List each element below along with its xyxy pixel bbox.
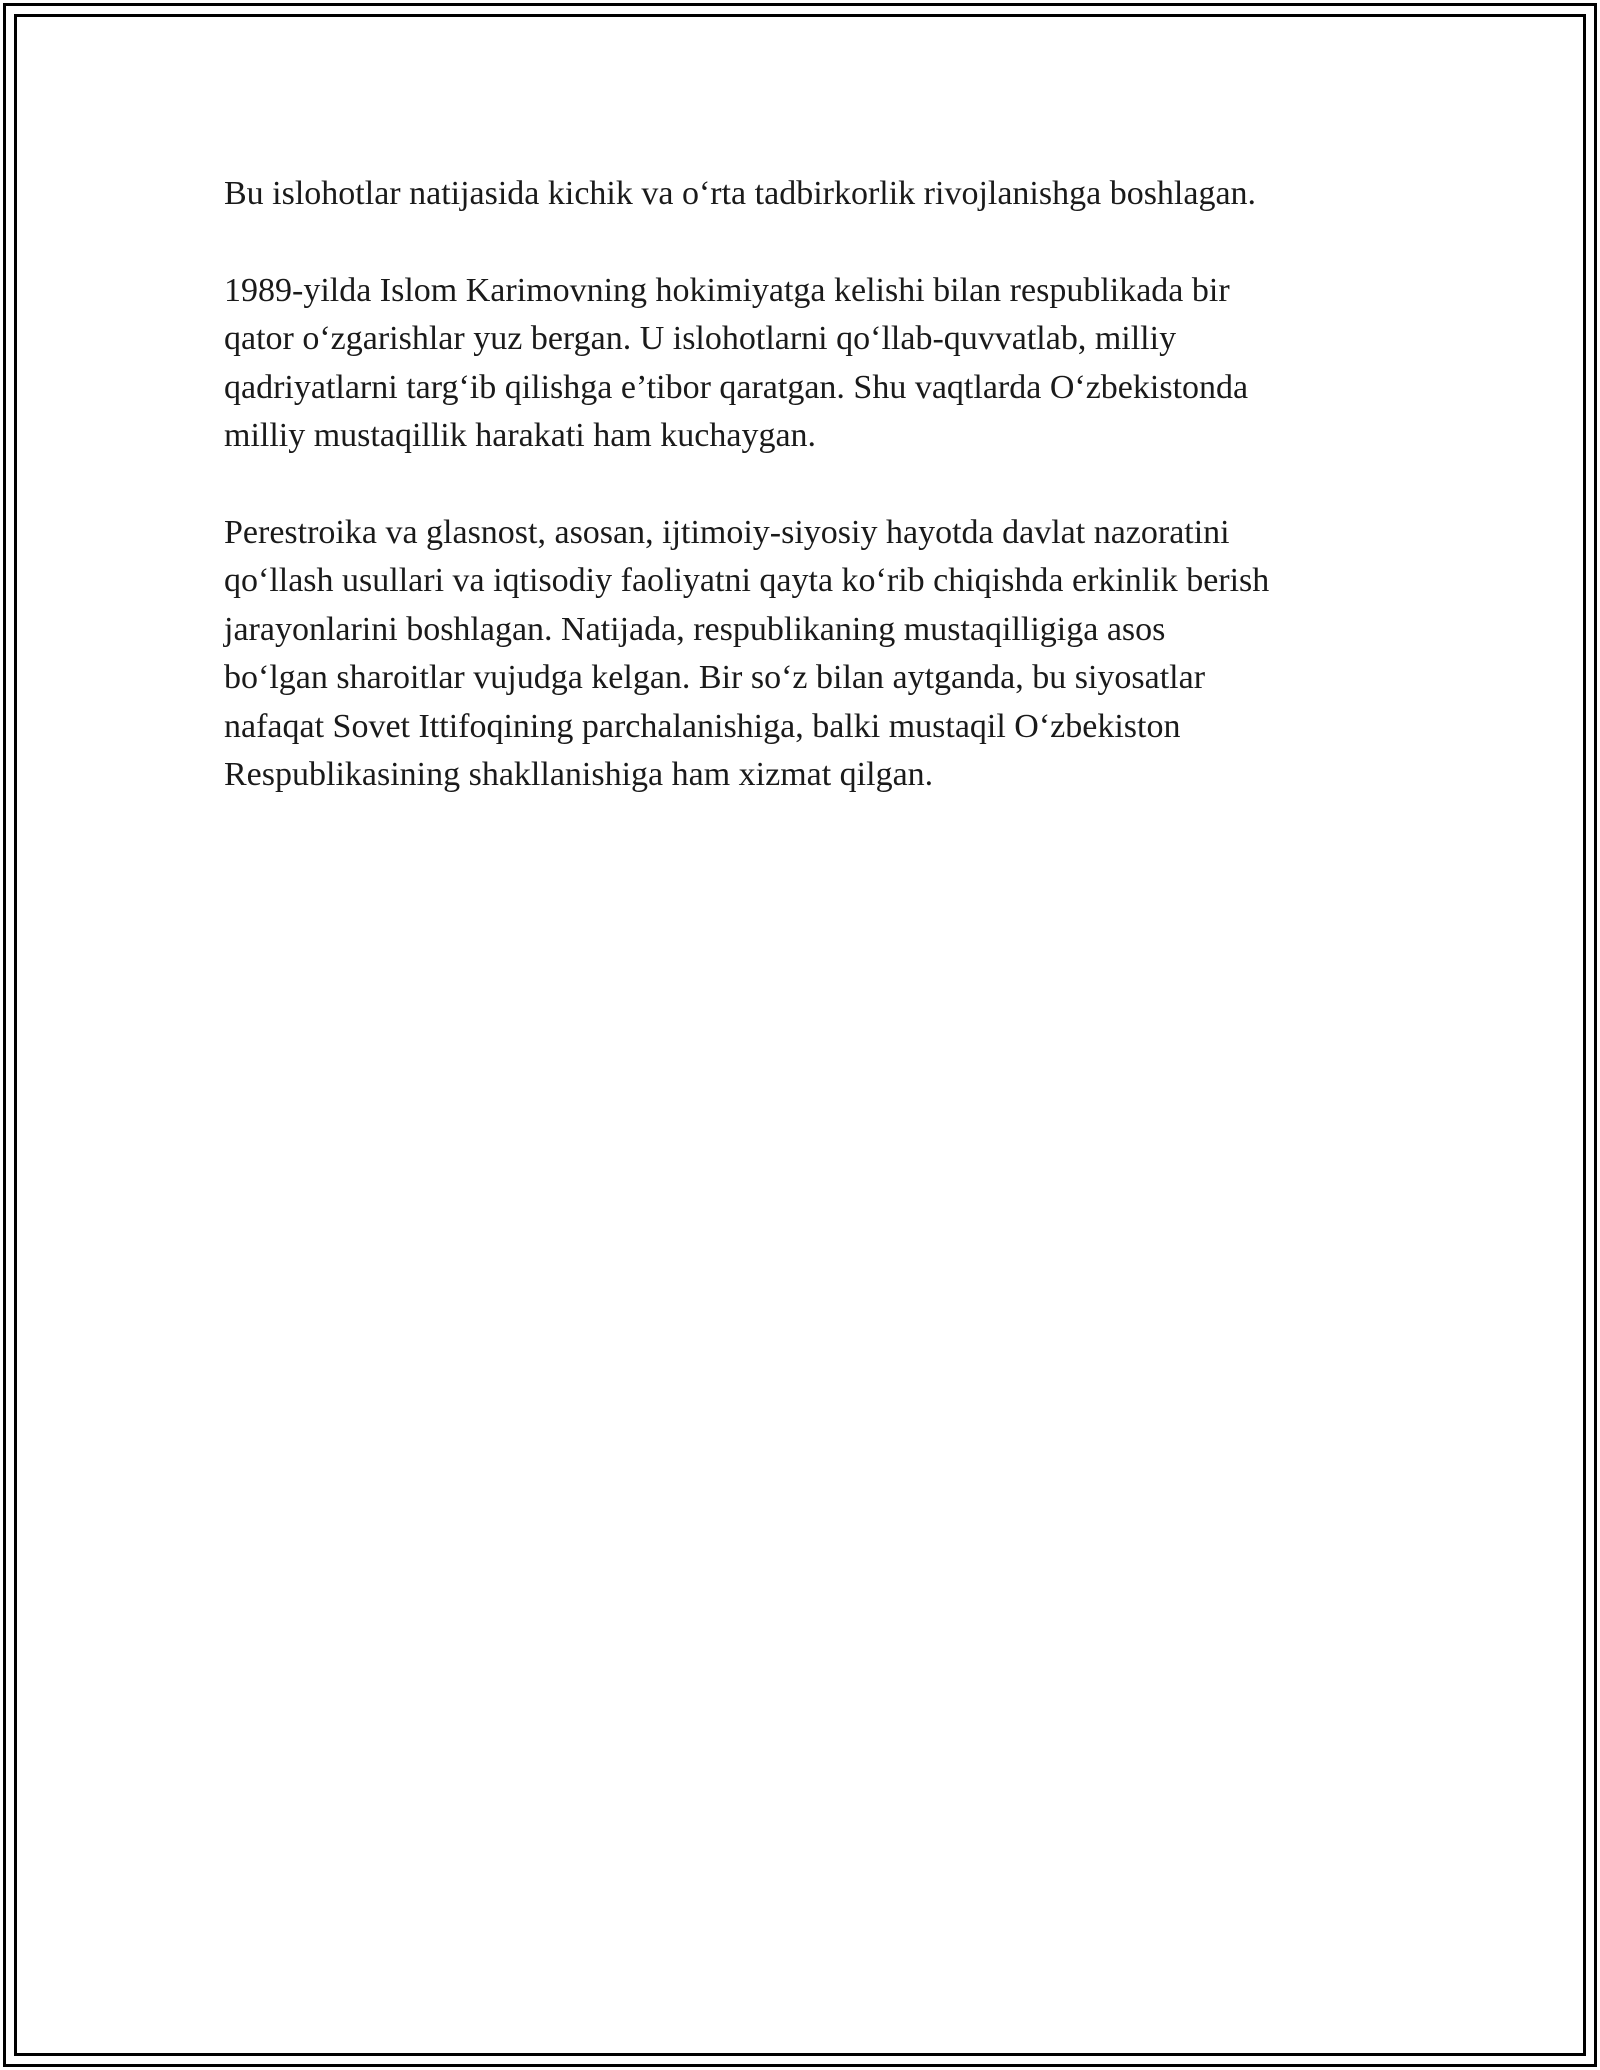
paragraph-2: 1989-yilda Islom Karimovning hokimiyatga kelishi bilan respublikada bir qator o‘zgarishlar yuz bergan. U islohotlarni qo‘llab-quvvatlab, milliy qadriyatlarni targ‘ib qilishga e’tibor qaratgan. Shu vaqtlarda O‘zbekistonda milliy mustaqillik harakati ham kuchaygan. [224,271,1249,454]
paragraph-3: Perestroika va glasnost, asosan, ijtimoiy-siyosiy hayotda davlat nazoratini qo‘llash usullari va iqtisodiy faoliyatni qayta ko‘rib chiqishda erkinlik berish jarayonlarini boshlagan. Natijada, respublikaning mustaqilligiga asos bo‘lgan sharoitlar vujudga kelgan. Bir so‘z bilan aytganda, bu siyosatlar nafaqat Sovet Ittifoqining parchalanishiga, balki mustaqil O‘zbekiston Respublikasining shakllanishiga ham xizmat qilgan. [224,513,1270,793]
document-body [224,170,1404,848]
paragraph-1: Bu islohotlar natijasida kichik va o‘rta tadbirkorlik rivojlanishga boshlagan. [224,175,1257,212]
